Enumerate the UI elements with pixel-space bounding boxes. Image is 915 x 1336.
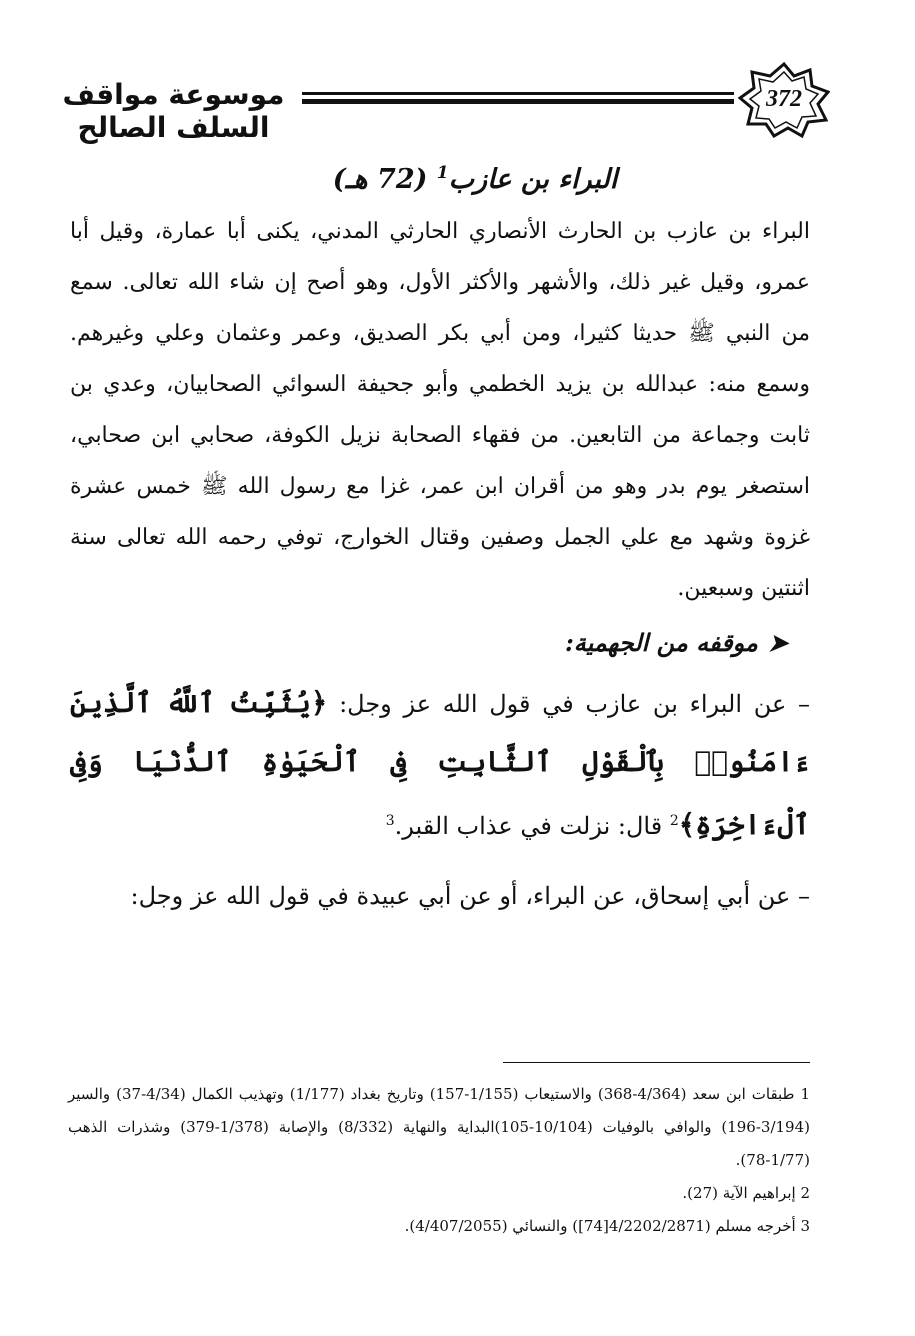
footnotes (68, 1078, 810, 1243)
biography (70, 206, 810, 614)
footnote-item (68, 1078, 810, 1177)
footnote-number: 3 (800, 1217, 810, 1235)
header-rule (302, 92, 734, 106)
title-footnote-ref: 1 (436, 163, 449, 183)
title-text: البراء بن عازب (448, 164, 618, 195)
narration-1-rest: قال: نزلت في عذاب القبر. (394, 812, 663, 840)
narration-1-intro: – عن البراء بن عازب في قول الله عز وجل: (339, 690, 811, 718)
page-header (40, 66, 830, 144)
title-date: (72 هـ) (332, 164, 428, 195)
footnote-item (68, 1210, 810, 1243)
page-number: 372 (766, 86, 802, 112)
section-heading (70, 620, 788, 666)
book-title: موسوعة مواقف السلف الصالح (62, 78, 285, 144)
footnote-number: 1 (800, 1085, 810, 1103)
verse-footnote-ref: 2 (669, 813, 679, 829)
quran-verse: ﴿يُثَبِّتُ ٱللَّهُ ٱلَّذِينَ ءَامَنُوا۟ بِٱلْقَوْلِ ٱلثَّابِتِ فِى ٱلْحَيَوٰةِ ٱلدُّنْيَا وَفِى ٱلْءَاخِرَةِ﴾ (70, 686, 810, 841)
arrow-bullet-icon: ➤ (767, 628, 788, 657)
footnote-text: أخرجه مسلم (4/2202/2871[74]) والنسائي (4/407/2055). (404, 1217, 796, 1235)
footnote-text: طبقات ابن سعد (4/364-368) والاستيعاب (1/155-157) وتاريخ بغداد (1/177) وتهذيب الكمال (4/34-37) والسير (3/194-196) والوافي بالوفيات (10/104-105)البداية والنهاية (8/332) والإصابة (1/378-379) وشذرات الذهب (1/77-78). (68, 1085, 810, 1169)
footnote-number: 2 (800, 1184, 810, 1202)
main-content (70, 150, 810, 925)
section-heading-text: موقفه من الجهمية: (564, 628, 758, 657)
footnote-separator (503, 1062, 810, 1063)
bio-paragraph: البراء بن عازب بن الحارث الأنصاري الحارثي المدني، يكنى أبا عمارة، وقيل أبا عمرو، وقيل غير ذلك، والأشهر والأكثر الأول، وهو أصح إن شاء الله تعالى. سمع من النبي ﷺ حديثا كثيرا، ومن أبي بكر الصديق، وعمر وعثمان وعلي وغيرهم. وسمع منه: عبدالله بن يزيد الخطمي وأبو جحيفة السوائي الصحابيان، وعدي بن ثابت وجماعة من التابعين. من فقهاء الصحابة نزيل الكوفة، صحابي ابن صحابي، استصغر يوم بدر وهو من أقران ابن عمر، غزا مع رسول الله ﷺ خمس عشرة غزوة وشهد مع علي الجمل وصفين وقتال الخوارج، توفي رحمه الله تعالى سنة اثنتين وسبعين. (70, 219, 810, 601)
footnote-item (68, 1177, 810, 1210)
narration-footnote-ref: 3 (385, 813, 395, 829)
article-title (140, 150, 810, 200)
footnote-text: إبراهيم الآية (27). (682, 1184, 796, 1202)
narration-2: – عن أبي إسحاق، عن البراء، أو عن أبي عبيدة في قول الله عز وجل: (130, 882, 810, 910)
narration-1 (70, 674, 810, 855)
